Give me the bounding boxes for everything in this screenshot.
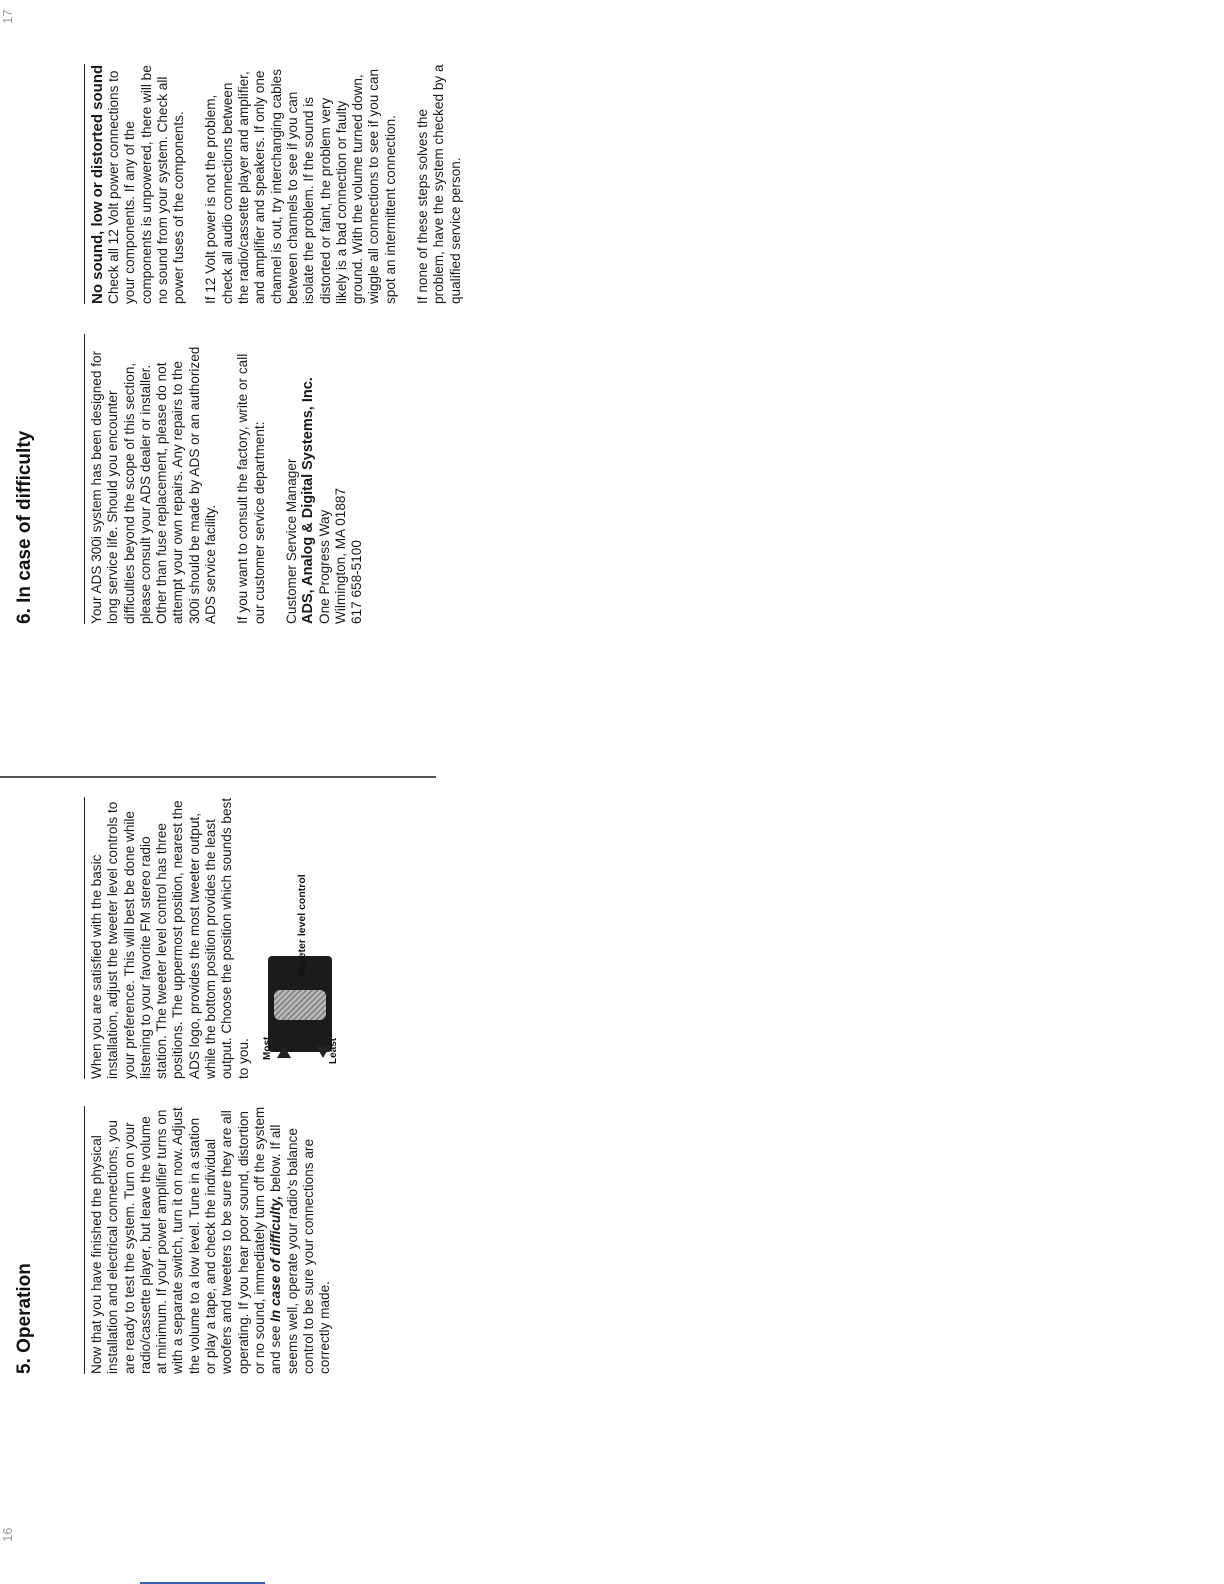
contact-title: Customer Service Manager (283, 458, 299, 624)
tweeter-paragraph: When you are satisfied with the basic installation, adjust the tweeter level controls to your preference. This will best be done while listening to your favorite FM stereo radio station. The tweeter level control has three positions. The uppermost position, nearest the ADS logo, provides the most tweeter output, while the bottom position provides the least output. Choose the position which sounds best to you. (89, 797, 251, 1079)
operation-paragraph-1 (89, 1106, 333, 1374)
label-least: Least (328, 1037, 339, 1064)
difficulty-paragraph-1: Your ADS 300i system has been designed for long service life. Should you encounter difficulties beyond the scope of this section, please consult your ADS dealer or installer. Other than fuse replacement, please do not attempt your own repairs. Any repairs to the 300i should be made by ADS or an authorized ADS service facility. (89, 346, 219, 624)
contact-phone: 617 658-5100 (349, 540, 365, 624)
troubleshooting-subhead: No sound, low or distorted sound (89, 64, 106, 304)
difficulty-reference: In case of difficulty, (268, 1195, 284, 1322)
difficulty-column-2 (84, 64, 480, 304)
contact-block (284, 334, 365, 624)
center-fold-line (0, 776, 436, 778)
troubleshooting-paragraph-3: If none of these steps solves the problem, have the system checked by a qualified service person. (415, 64, 463, 304)
contact-city: Wilmington, MA 01887 (332, 487, 348, 624)
operation-column-1 (84, 1106, 349, 1374)
operation-column-2 (84, 797, 268, 1079)
troubleshooting-text-1: Check all 12 Volt power connections to your components. If any of the components is unpowered, there will be no sound from your system. Check all power fuses of the components. (106, 65, 187, 304)
section-heading-difficulty: 6. In case of difficulty (14, 430, 35, 624)
difficulty-column-1 (84, 334, 365, 624)
contact-company: ADS, Analog & Digital Systems, Inc. (300, 377, 317, 624)
section-heading-operation: 5. Operation (14, 1263, 35, 1374)
operation-text-a: Now that you have finished the physical installation and electrical connections, you are ready to test the system. Turn on your radio/cassette player, but leave the volume at minimum. If your power amplifier turns on with a separate switch, turn it on now. Adjust the volume to a low level. Tune in a station or play a tape, and check the individual woofers and tweeters to be sure they are all operating. If you hear poor sound, distortion or no sound, immediately turn off the system and see (89, 1106, 284, 1374)
figure-caption: Tweeter level control (296, 874, 308, 978)
page-number-left: 16 (0, 1527, 15, 1542)
page-number-right: 17 (0, 9, 15, 24)
troubleshooting-paragraph-2: If 12 Volt power is not the problem, check all audio connections between the radio/cassette player and amplifier, and amplifier and speakers. If only one channel is out, try interchanging cables between channels to see if you can isolate the problem. If the sound is distorted or faint, the problem very likely is a bad connection or faulty ground. With the volume turned down, wiggle all connections to see if you can spot an intermittent connection. (203, 68, 398, 304)
contact-street: One Progress Way (316, 509, 332, 624)
arrow-up-icon (277, 1046, 291, 1058)
troubleshooting-paragraph-1 (89, 64, 187, 304)
label-most: Most (262, 1036, 273, 1060)
tweeter-control-knob (274, 990, 326, 1020)
operation-text-b: below. If all seems well, operate your radio's balance control to be sure your connections are correctly made. (268, 1124, 333, 1374)
difficulty-paragraph-2: If you want to consult the factory, write or call our customer service department: (235, 353, 267, 624)
